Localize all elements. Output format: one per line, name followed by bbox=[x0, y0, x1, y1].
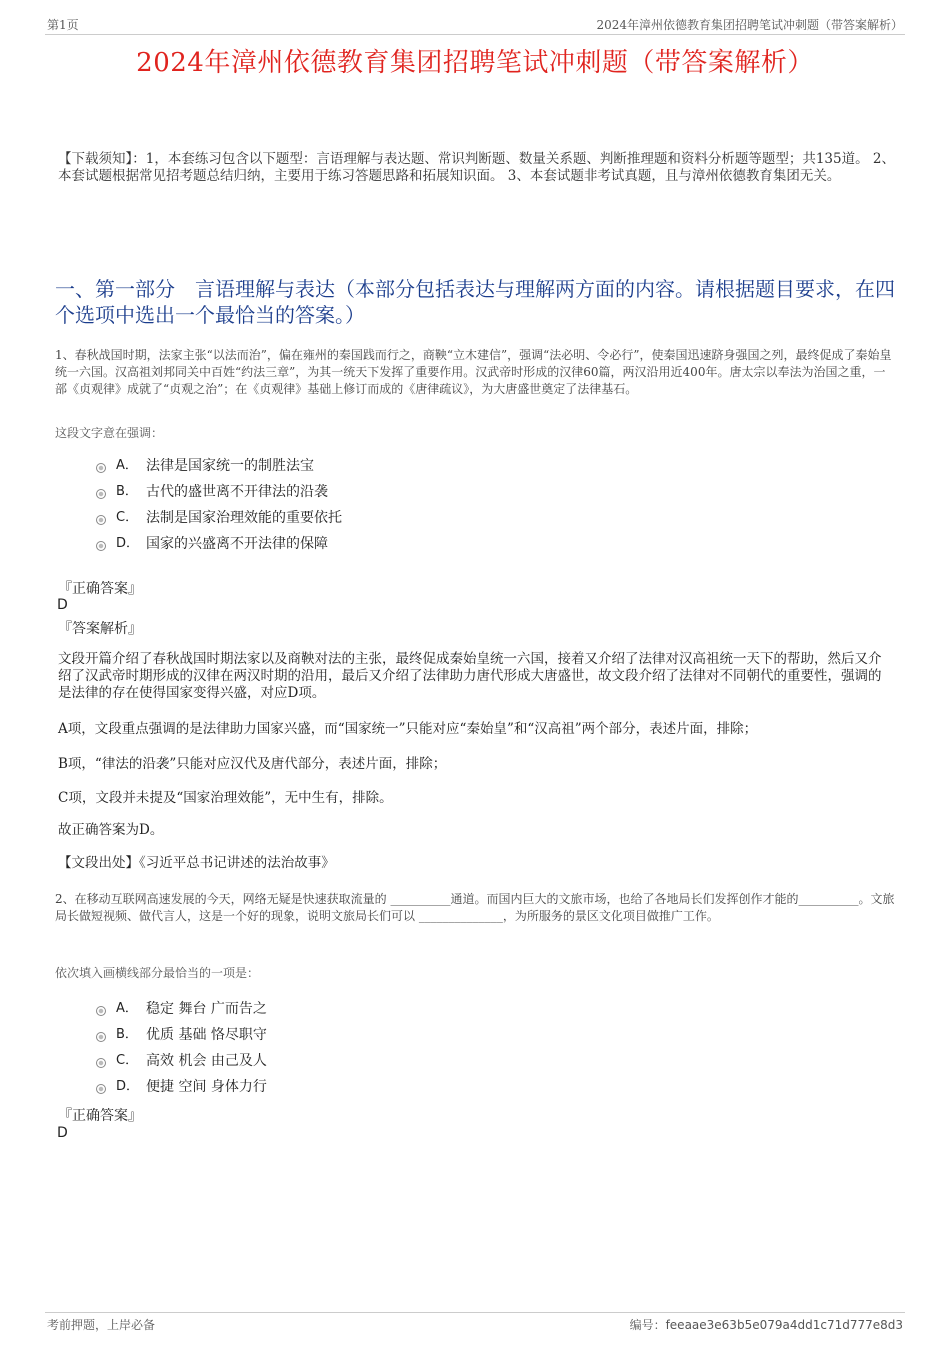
option-text: 高效 机会 由己及人 bbox=[146, 1053, 267, 1069]
analysis-paragraph: B项，“律法的沿袭”只能对应汉代及唐代部分，表述片面，排除； bbox=[58, 756, 447, 772]
radio-icon[interactable] bbox=[96, 1058, 106, 1068]
page-footer bbox=[45, 1312, 905, 1333]
header-doc-title: 2024年漳州依德教育集团招聘笔试冲刺题（带答案解析） bbox=[596, 18, 903, 32]
correct-answer: D bbox=[57, 1125, 68, 1141]
question-1-text: 1、春秋战国时期，法家主张“以法而治”，偏在雍州的秦国践而行之，商鞅“立木建信”，强调“法必明、令必行”，使秦国迅速跻身强国之列，最终促成了秦始皇统一六国。汉高祖刘邦同关中百姓“约法三章”，为其一统天下发挥了重要作用。汉武帝时形成的汉律60篇，两汉沿用近400年。唐太宗以奉法为治国之重，一部《贞观律》成就了“贞观之治”；在《贞观律》基础上修订而成的《唐律疏议》，为大唐盛世奠定了法律基石。 bbox=[55, 348, 892, 396]
option-text: 稳定 舞台 广而告之 bbox=[146, 1001, 267, 1017]
page-header bbox=[45, 14, 905, 35]
radio-icon[interactable] bbox=[96, 463, 106, 473]
option-letter: D． bbox=[116, 536, 140, 551]
code-value: feeaae3e63b5e079a4dd1c71d777e8d3 bbox=[665, 1318, 903, 1332]
question-1-prompt: 这段文字意在强调： bbox=[55, 426, 164, 440]
option-text: 古代的盛世离不开律法的沿袭 bbox=[146, 484, 328, 500]
question-2-prompt: 依次填入画横线部分最恰当的一项是： bbox=[55, 966, 260, 980]
correct-answer-label: 『正确答案』 bbox=[58, 581, 142, 597]
option-d[interactable] bbox=[96, 1074, 267, 1100]
radio-icon[interactable] bbox=[96, 1032, 106, 1042]
option-c[interactable] bbox=[96, 505, 342, 531]
option-letter: C． bbox=[116, 510, 139, 525]
radio-icon[interactable] bbox=[96, 1084, 106, 1094]
option-letter: D． bbox=[116, 1079, 140, 1094]
radio-icon[interactable] bbox=[96, 515, 106, 525]
question-1-options bbox=[96, 453, 342, 557]
option-a[interactable] bbox=[96, 453, 342, 479]
footer-code bbox=[630, 1316, 903, 1333]
option-b[interactable] bbox=[96, 1022, 267, 1048]
radio-icon[interactable] bbox=[96, 541, 106, 551]
option-a[interactable] bbox=[96, 996, 267, 1022]
option-text: 国家的兴盛离不开法律的保障 bbox=[146, 536, 328, 552]
section-heading: 一、第一部分 言语理解与表达（本部分包括表达与理解两方面的内容。请根据题目要求，在四个选项中选出一个最恰当的答案。） bbox=[55, 277, 895, 327]
option-letter: B． bbox=[116, 1027, 138, 1042]
correct-answer-label: 『正确答案』 bbox=[58, 1108, 142, 1124]
option-letter: A． bbox=[116, 458, 138, 473]
option-d[interactable] bbox=[96, 531, 342, 557]
code-label: 编号： bbox=[629, 1318, 666, 1332]
question-2-text: 2、在移动互联网高速发展的今天，网络无疑是快速获取流量的 __________通道。而国内巨大的文旅市场，也给了各地局长们发挥创作才能的__________。文旅局长做短视频、做代言人，这是一个好的现象，说明文旅局长们可以 ______________，为所服务的景区文化项目做推广工作。 bbox=[55, 892, 895, 923]
radio-icon[interactable] bbox=[96, 1006, 106, 1016]
option-text: 法制是国家治理效能的重要依托 bbox=[146, 510, 342, 526]
option-letter: A． bbox=[116, 1001, 138, 1016]
option-letter: C． bbox=[116, 1053, 139, 1068]
option-text: 法律是国家统一的制胜法宝 bbox=[146, 458, 314, 474]
option-text: 优质 基础 恪尽职守 bbox=[146, 1027, 267, 1043]
radio-icon[interactable] bbox=[96, 489, 106, 499]
analysis-paragraph: A项，文段重点强调的是法律助力国家兴盛，而“国家统一”只能对应“秦始皇”和“汉高祖”两个部分，表述片面，排除； bbox=[58, 721, 758, 737]
text-source: 【文段出处】《习近平总书记讲述的法治故事》 bbox=[58, 855, 335, 871]
download-notice: 【下载须知】：1，本套练习包含以下题型：言语理解与表达题、常识判断题、数量关系题、判断推理题和资料分析题等题型；共135道。 2、本套试题根据常见招考题总结归纳，主要用于练习答题思路和拓展知识面。 3、本套试题非考试真题，且与漳州依德教育集团无关。 bbox=[58, 151, 895, 184]
analysis-paragraph: C项，文段并未提及“国家治理效能”，无中生有，排除。 bbox=[58, 790, 393, 806]
option-b[interactable] bbox=[96, 479, 342, 505]
page-number: 第1页 bbox=[47, 18, 79, 32]
option-text: 便捷 空间 身体力行 bbox=[146, 1079, 267, 1095]
correct-answer: D bbox=[57, 597, 68, 613]
analysis-label: 『答案解析』 bbox=[58, 621, 142, 637]
option-c[interactable] bbox=[96, 1048, 267, 1074]
question-2-options bbox=[96, 996, 267, 1100]
footer-slogan: 考前押题，上岸必备 bbox=[47, 1318, 156, 1332]
analysis-paragraph: 故正确答案为D。 bbox=[58, 822, 164, 838]
document-title: 2024年漳州依德教育集团招聘笔试冲刺题（带答案解析） bbox=[136, 48, 814, 78]
option-letter: B． bbox=[116, 484, 138, 499]
analysis-paragraph: 文段开篇介绍了春秋战国时期法家以及商鞅对法的主张，最终促成秦始皇统一六国，接着又介绍了法律对汉高祖统一天下的帮助，然后又介绍了汉武帝时期形成的汉律在两汉时期的沿用，最后又介绍了法律助力唐代形成大唐盛世，故文段介绍了法律对不同朝代的重要性，强调的是法律的存在使得国家变得兴盛，对应D项。 bbox=[58, 651, 882, 701]
